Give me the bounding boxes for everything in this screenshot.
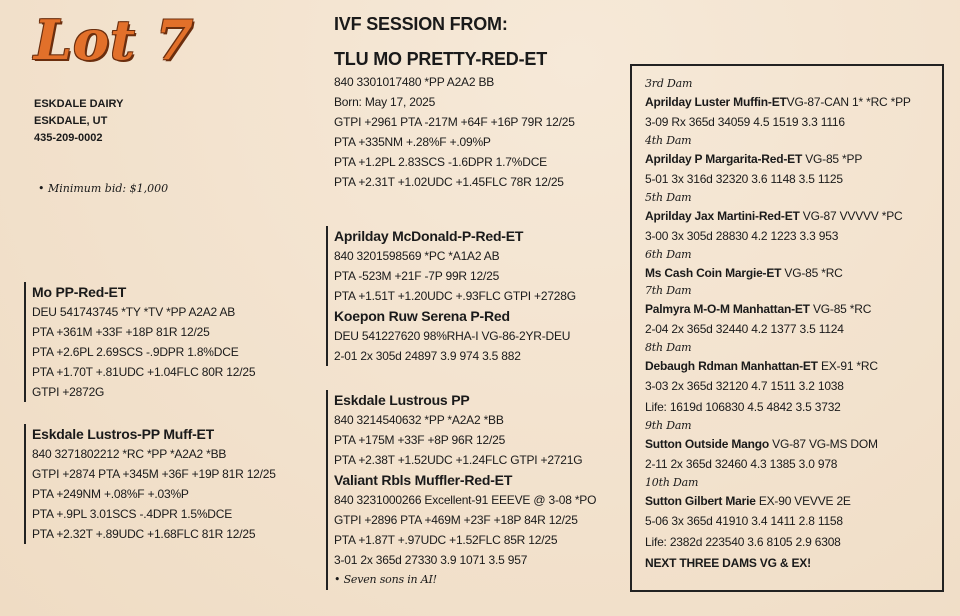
dam-generation: 3rd Dam <box>645 77 693 90</box>
dam-entry-title: Aprilday Jax Martini-Red-ET <box>645 209 800 223</box>
dam-entry-title: Aprilday Luster Muffin-ET <box>645 95 787 109</box>
dam-entry-classification: EX-90 VEVVE 2E <box>755 494 851 508</box>
dam-record-line: 3-09 Rx 365d 34059 4.5 1519 3.3 1116 <box>645 115 845 129</box>
animal-line: PTA +2.31T +1.02UDC +1.45FLC 78R 12/25 <box>334 175 564 189</box>
paternal-dam-line: PTA +249NM +.08%F +.03%P <box>32 487 189 501</box>
dam-entry-title: Sutton Outside Mango <box>645 437 769 451</box>
dam-record-line: Life: 2382d 223540 3.6 8105 2.9 6308 <box>645 535 841 549</box>
animal-name: TLU MO PRETTY-RED-ET <box>334 49 547 69</box>
dam-entry-classification: EX-91 *RC <box>817 359 878 373</box>
dam-record-line: 2-04 2x 365d 32440 4.2 1377 3.5 1124 <box>645 322 844 336</box>
seller-name: ESKDALE DAIRY <box>34 98 124 110</box>
mgd-line: 3-01 2x 365d 27330 3.9 1071 3.5 957 <box>334 553 528 567</box>
dam-generation: 8th Dam <box>645 341 692 354</box>
dam-entry-title: Palmyra M-O-M Manhattan-ET <box>645 302 810 316</box>
paternal-dam-line: GTPI +2874 PTA +345M +36F +19P 81R 12/25 <box>32 467 276 481</box>
animal-line: PTA +1.2PL 2.83SCS -1.6DPR 1.7%DCE <box>334 155 547 169</box>
dam-sire-dam-name: Koepon Ruw Serena P-Red <box>334 308 510 324</box>
animal-line: 840 3301017480 *PP A2A2 BB <box>334 75 495 89</box>
dam-name: Aprilday McDonald-P-Red-ET <box>334 228 524 244</box>
paternal-dam-line: PTA +.9PL 3.01SCS -.4DPR 1.5%DCE <box>32 507 233 521</box>
dam-line: PTA +1.51T +1.20UDC +.93FLC GTPI +2728G <box>334 289 576 303</box>
dam-entry-name <box>645 263 942 283</box>
dam-entry-title: Debaugh Rdman Manhattan-ET <box>645 359 818 373</box>
sire-line: PTA +1.70T +.81UDC +1.04FLC 80R 12/25 <box>32 365 256 379</box>
dam-entry-classification: VG-87-CAN 1* *RC *PP <box>786 95 911 109</box>
lot-title: Lot 7 <box>34 8 195 72</box>
session-header <box>334 12 575 192</box>
dam-entry-classification: VG-87 VVVVV *PC <box>799 209 903 223</box>
sire-line: GTPI +2872G <box>32 385 105 399</box>
dam-line: 840 3201598569 *PC *A1A2 AB <box>334 249 500 263</box>
mgs-line: 840 3214540632 *PP *A2A2 *BB <box>334 413 504 427</box>
mgs-line: PTA +175M +33F +8P 96R 12/25 <box>334 433 506 447</box>
dam-entry-title: Aprilday P Margarita-Red-ET <box>645 152 803 166</box>
session-title: IVF SESSION FROM: <box>334 14 508 34</box>
mgd-name: Valiant Rbls Muffler-Red-ET <box>334 472 513 488</box>
dam-record-line: 3-00 3x 305d 28830 4.2 1223 3.3 953 <box>645 229 839 243</box>
mgd-line: 840 3231000266 Excellent-91 EEEVE @ 3-08 *PO <box>334 493 597 507</box>
dam-record-line: 3-03 2x 365d 32120 4.7 1511 3.2 1038 <box>645 379 844 393</box>
dam-entry-name <box>645 149 942 169</box>
dam-block <box>326 226 576 366</box>
dam-generation: 7th Dam <box>645 284 692 297</box>
dam-entry-classification: VG-85 *RC <box>809 302 872 316</box>
mgd-line: PTA +1.87T +.97UDC +1.52FLC 85R 12/25 <box>334 533 558 547</box>
dam-entry-name <box>645 299 942 319</box>
dam-entry-classification: VG-85 *PP <box>802 152 863 166</box>
dam-entry-title: Sutton Gilbert Marie <box>645 494 756 508</box>
sire-line: PTA +2.6PL 2.69SCS -.9DPR 1.8%DCE <box>32 345 239 359</box>
dam-entry-name <box>645 92 942 112</box>
dam-entry-classification: VG-87 VG-MS DOM <box>769 437 878 451</box>
mgs-line: PTA +2.38T +1.52UDC +1.24FLC GTPI +2721G <box>334 453 583 467</box>
seller-info <box>34 96 123 147</box>
dam-generation: 6th Dam <box>645 248 692 261</box>
seller-location: ESKDALE, UT <box>34 115 108 127</box>
paternal-dam-line: 840 3271802212 *RC *PP *A2A2 *BB <box>32 447 227 461</box>
paternal-dam-block <box>24 424 276 544</box>
paternal-dam-line: PTA +2.32T +.89UDC +1.68FLC 81R 12/25 <box>32 527 256 541</box>
dam-record-line: 2-11 2x 365d 32460 4.3 1385 3.0 978 <box>645 457 838 471</box>
mgd-note: • Seven sons in AI! <box>334 573 437 586</box>
sire-block <box>24 282 255 402</box>
dams-list <box>645 76 942 553</box>
animal-line: GTPI +2961 PTA -217M +64F +16P 79R 12/25 <box>334 115 575 129</box>
dam-entry-name <box>645 491 942 511</box>
dam-entry-name <box>645 356 942 376</box>
seller-phone: 435-209-0002 <box>34 132 103 144</box>
dam-generation: 9th Dam <box>645 419 692 432</box>
dam-generation: 10th Dam <box>645 476 699 489</box>
sire-name: Mo PP-Red-ET <box>32 284 127 300</box>
dam-sire-dam-line: 2-01 2x 305d 24897 3.9 974 3.5 882 <box>334 349 521 363</box>
dam-record-line: 5-06 3x 365d 41910 3.4 1411 2.8 1158 <box>645 514 843 528</box>
sire-line: DEU 541743745 *TY *TV *PP A2A2 AB <box>32 305 236 319</box>
minimum-bid: • Minimum bid: $1,000 <box>38 182 169 195</box>
dam-record-line: Life: 1619d 106830 4.5 4842 3.5 3732 <box>645 400 841 414</box>
maternal-grandsire-block <box>326 390 596 590</box>
dam-generation: 5th Dam <box>645 191 692 204</box>
dam-generation: 4th Dam <box>645 134 692 147</box>
dam-record-line: 5-01 3x 316d 32320 3.6 1148 3.5 1125 <box>645 172 843 186</box>
dam-sire-dam-line: DEU 541227620 98%RHA-I VG-86-2YR-DEU <box>334 329 571 343</box>
dam-line: PTA -523M +21F -7P 99R 12/25 <box>334 269 500 283</box>
animal-line: Born: May 17, 2025 <box>334 95 436 109</box>
dam-entry-classification: VG-85 *RC <box>781 266 843 280</box>
dam-entry-name <box>645 434 942 454</box>
mgs-name: Eskdale Lustrous PP <box>334 392 470 408</box>
paternal-dam-name: Eskdale Lustros-PP Muff-ET <box>32 426 215 442</box>
animal-line: PTA +335NM +.28%F +.09%P <box>334 135 491 149</box>
dam-entry-name <box>645 206 942 226</box>
mgd-line: GTPI +2896 PTA +469M +23F +18P 84R 12/25 <box>334 513 578 527</box>
dams-footer: NEXT THREE DAMS VG & EX! <box>645 556 811 570</box>
sire-line: PTA +361M +33F +18P 81R 12/25 <box>32 325 210 339</box>
dam-entry-title: Ms Cash Coin Margie-ET <box>645 266 782 280</box>
dams-box <box>630 64 944 592</box>
